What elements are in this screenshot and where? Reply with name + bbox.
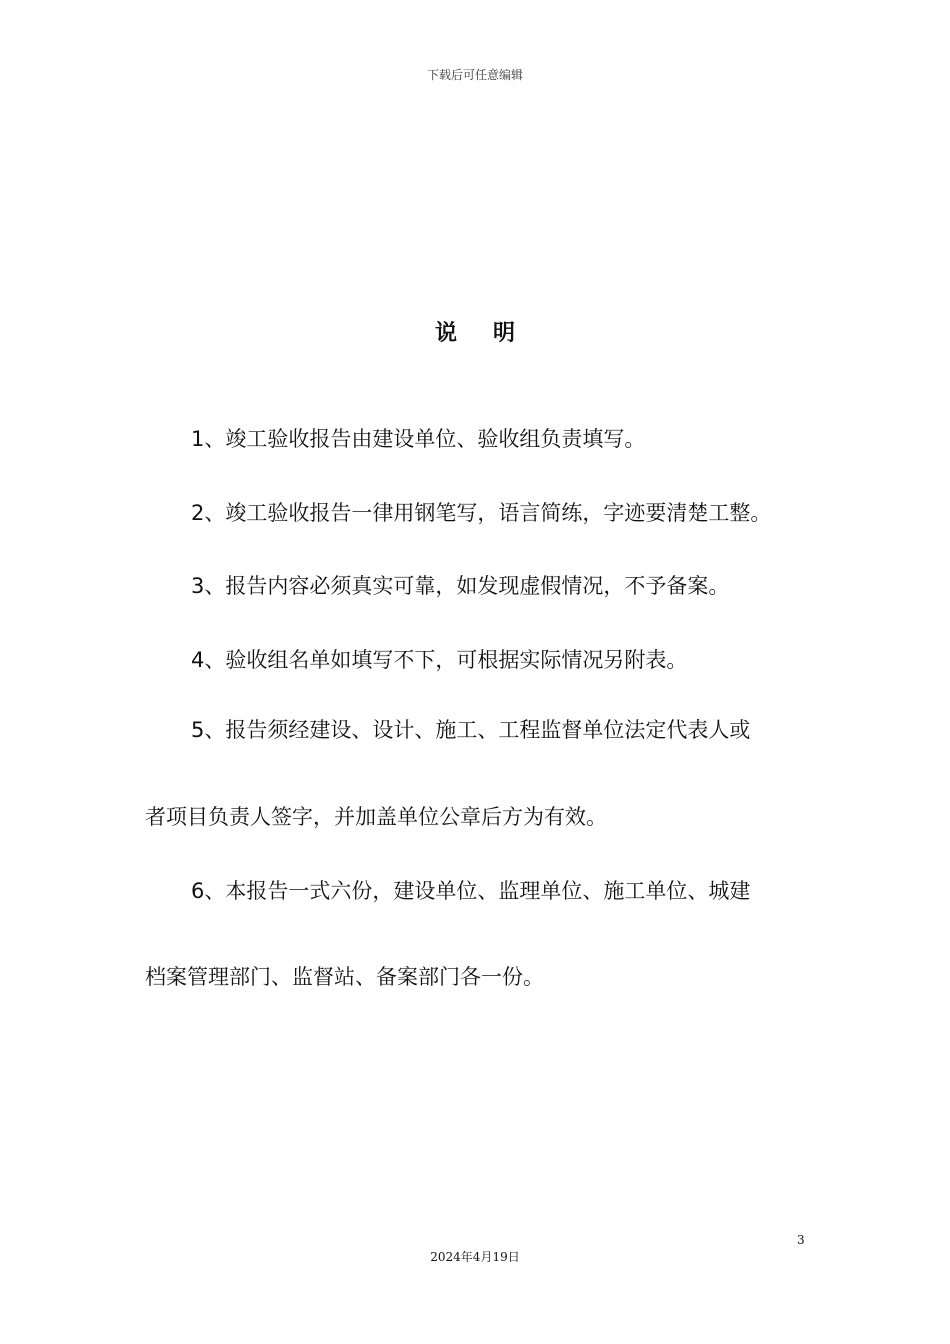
instruction-line-3: 3、报告内容必须真实可靠，如发现虚假情况，不予备案。 <box>191 574 730 598</box>
instruction-line-1: 1、竣工验收报告由建设单位、验收组负责填写。 <box>191 427 646 451</box>
page-title: 说明 <box>434 321 551 346</box>
instruction-line-5b: 者项目负责人签字，并加盖单位公章后方为有效。 <box>145 805 607 829</box>
footer-date: 2024年4月19日 <box>430 1250 520 1264</box>
page-number: 3 <box>797 1233 805 1247</box>
instruction-line-6b: 档案管理部门、监督站、备案部门各一份。 <box>145 965 544 989</box>
header-note: 下载后可任意编辑 <box>426 68 523 82</box>
instruction-line-5a: 5、报告须经建设、设计、施工、工程监督单位法定代表人或 <box>191 718 751 742</box>
instruction-line-4: 4、验收组名单如填写不下，可根据实际情况另附表。 <box>191 648 688 672</box>
instruction-line-2: 2、竣工验收报告一律用钢笔写，语言简练，字迹要清楚工整。 <box>191 501 772 525</box>
instruction-line-6a: 6、本报告一式六份，建设单位、监理单位、施工单位、城建 <box>191 879 751 903</box>
